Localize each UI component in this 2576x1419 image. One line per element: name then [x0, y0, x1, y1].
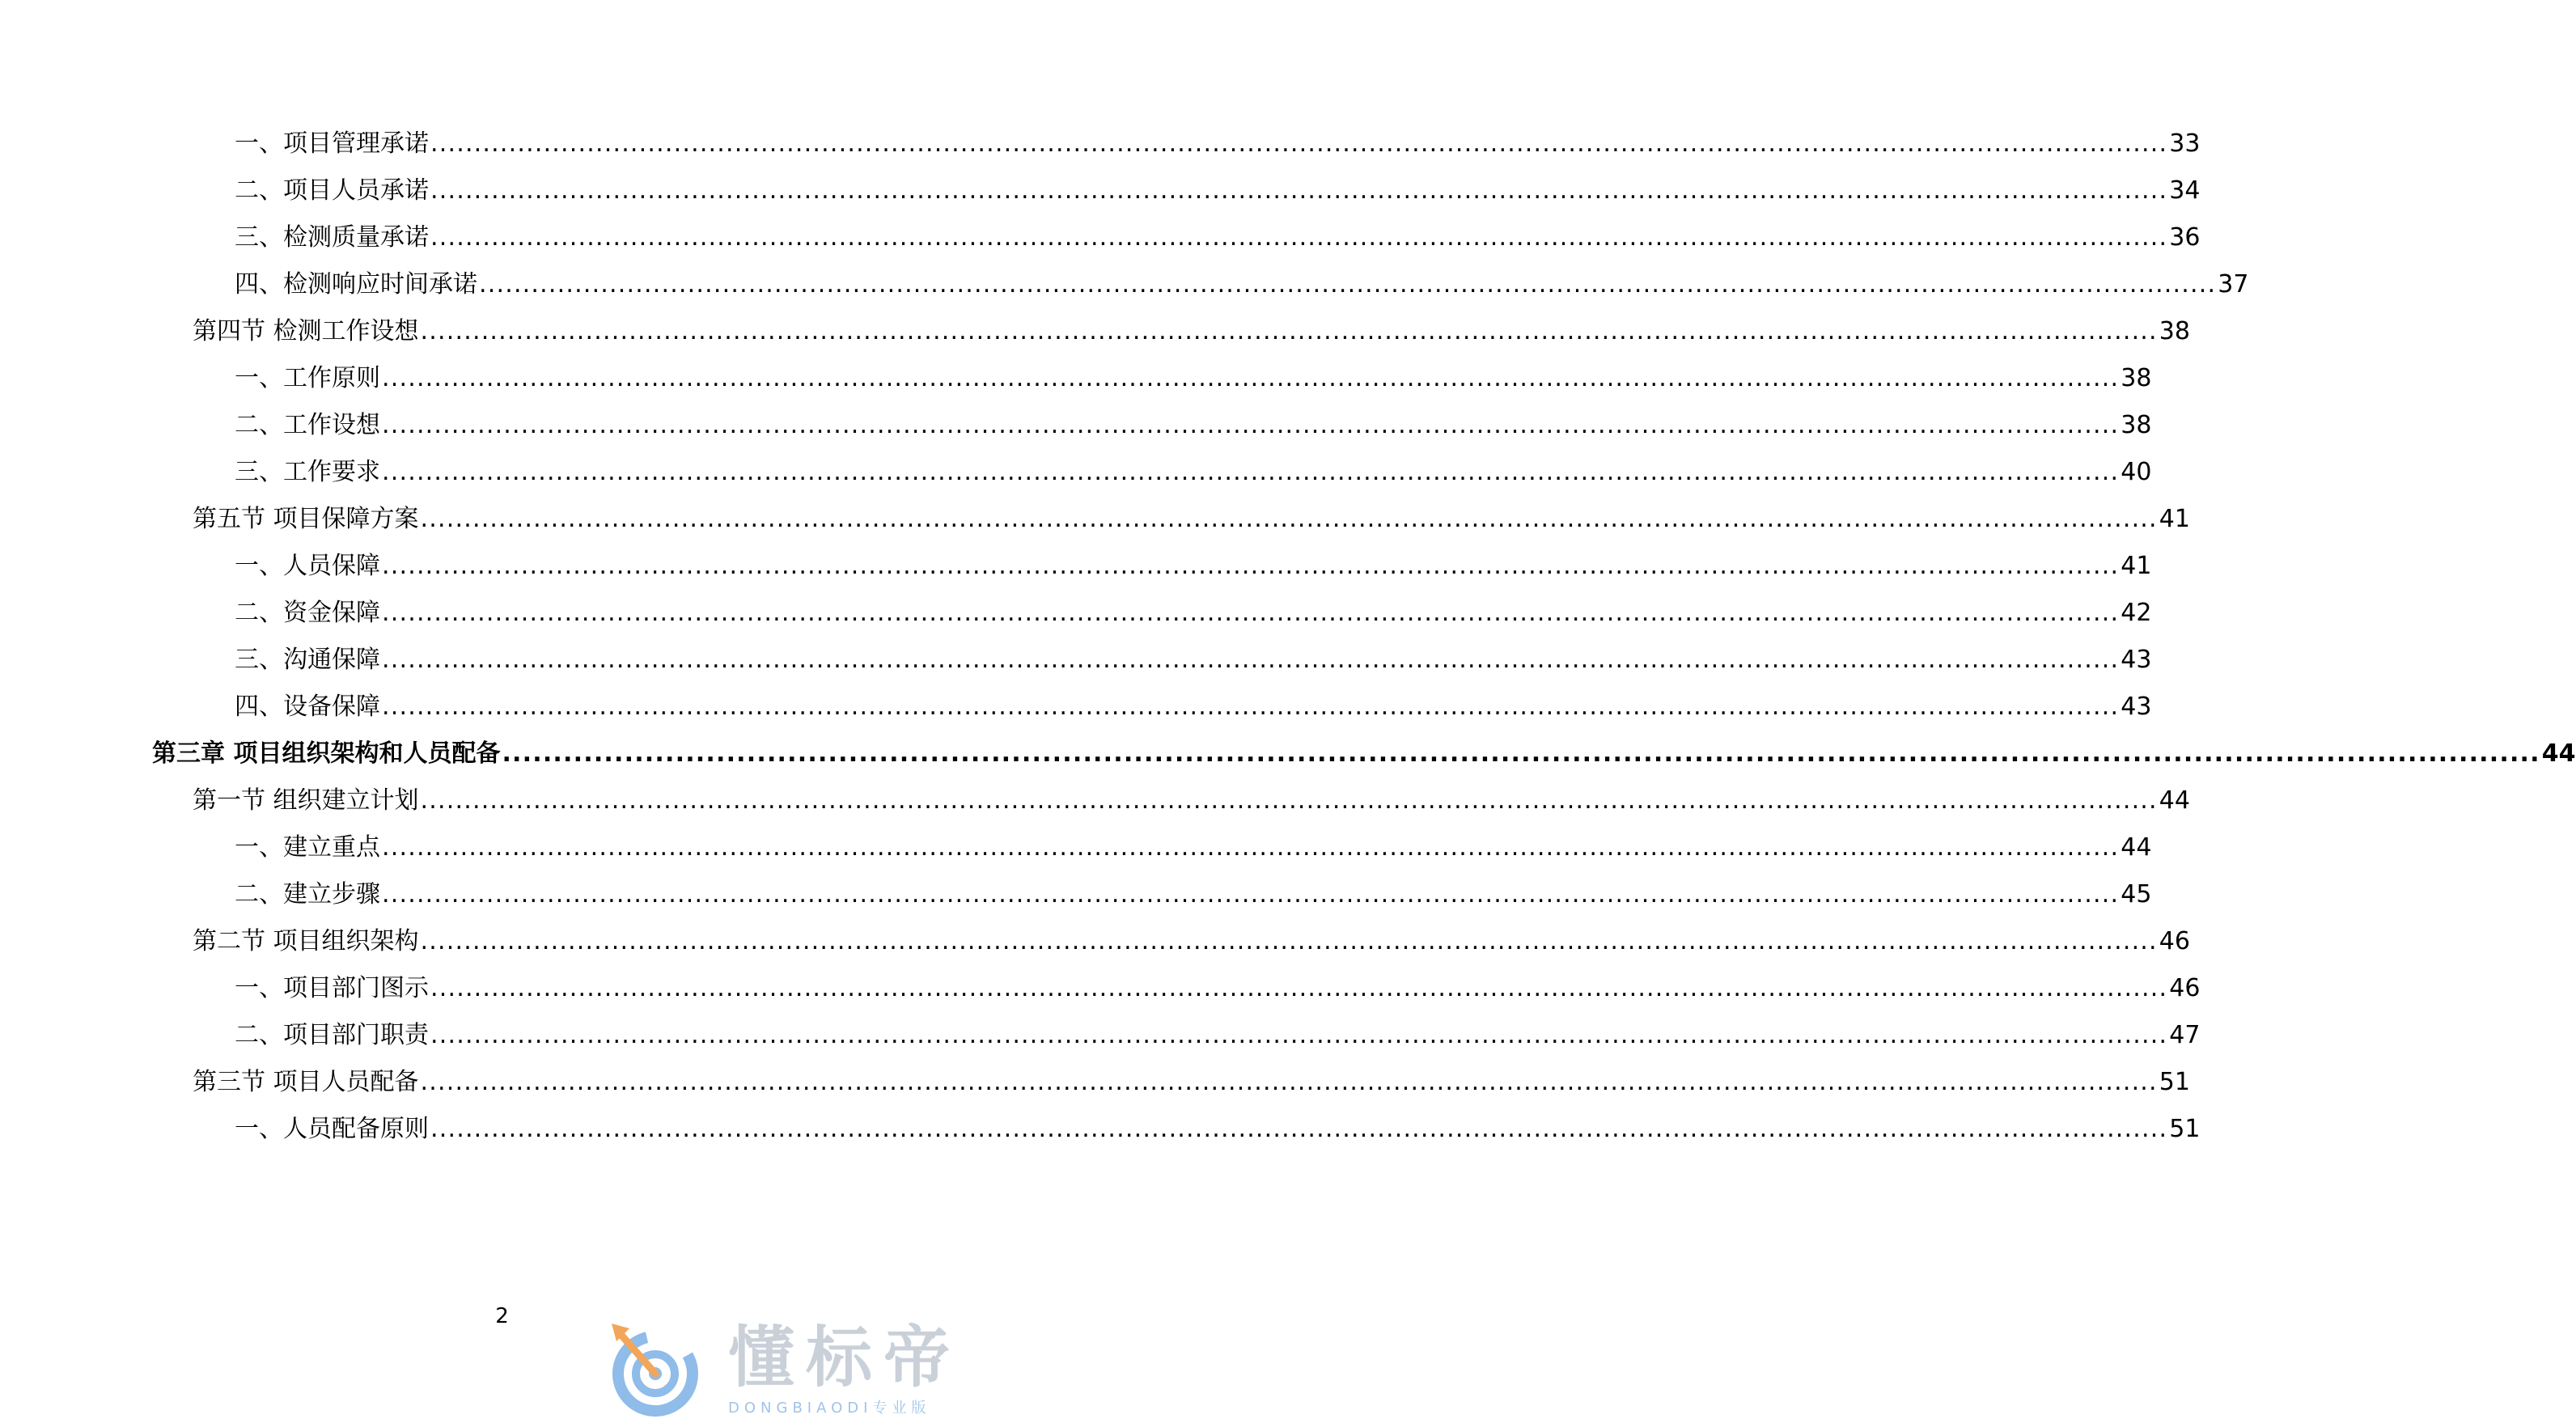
toc-entry-title: 第三章 项目组织架构和人员配备 [152, 739, 501, 768]
toc-entry-page: 51 [2169, 1115, 2201, 1143]
toc-entry-title: 第五节 项目保障方案 [193, 505, 419, 533]
toc-entry-page: 34 [2169, 176, 2201, 205]
toc-dot-leader: ........................................................................................................................................................................................................ [382, 833, 2120, 862]
toc-entry-title: 一、项目部门图示 [235, 974, 429, 1002]
toc-entry[interactable] [193, 785, 2190, 817]
toc-entry-page: 36 [2169, 223, 2201, 252]
toc-dot-leader: ........................................................................................................................................................................................................ [430, 1115, 2168, 1143]
toc-entry-page: 44 [2159, 786, 2190, 815]
toc-entry[interactable] [152, 738, 2576, 770]
toc-entry[interactable] [235, 362, 2152, 395]
toc-entry-title: 第三节 项目人员配备 [193, 1068, 419, 1096]
toc-entry[interactable] [235, 597, 2152, 629]
toc-entry[interactable] [235, 1113, 2201, 1146]
toc-entry[interactable] [235, 128, 2201, 160]
toc-entry-page: 33 [2169, 129, 2201, 158]
toc-entry-page: 43 [2121, 646, 2152, 674]
toc-entry[interactable] [193, 1066, 2190, 1099]
toc-dot-leader: ........................................................................................................................................................................................................ [382, 880, 2120, 909]
toc-entry-title: 二、资金保障 [235, 599, 380, 627]
toc-dot-leader: ........................................................................................................................................................................................................ [382, 411, 2120, 439]
toc-entry-title: 一、建立重点 [235, 833, 380, 862]
toc-entry-title: 三、工作要求 [235, 458, 380, 486]
toc-entry-page: 38 [2121, 411, 2152, 439]
toc-entry-title: 二、建立步骤 [235, 880, 380, 909]
toc-entry-page: 41 [2121, 552, 2152, 580]
toc-entry-page: 42 [2121, 599, 2152, 627]
watermark-brand-name: 懂标帝 [728, 1319, 962, 1396]
toc-entry-title: 一、项目管理承诺 [235, 129, 429, 158]
toc-entry[interactable] [235, 691, 2152, 723]
toc-entry[interactable] [193, 503, 2190, 536]
toc-entry-page: 46 [2159, 927, 2190, 955]
toc-entry-page: 40 [2121, 458, 2152, 486]
toc-entry[interactable] [235, 269, 2249, 301]
toc-entry-page: 38 [2159, 317, 2190, 345]
page-number: 2 [495, 1304, 509, 1328]
toc-dot-leader: ........................................................................................................................................................................................................ [430, 1021, 2168, 1049]
toc-entry-page: 44 [2121, 833, 2152, 862]
toc-dot-leader: ........................................................................................................................................................................................................ [502, 739, 2540, 768]
toc-entry[interactable] [235, 1019, 2201, 1052]
target-arrow-icon [605, 1320, 710, 1419]
toc-entry[interactable] [193, 926, 2190, 958]
toc-entry-page: 37 [2218, 270, 2249, 299]
toc-dot-leader: ........................................................................................................................................................................................................ [382, 364, 2120, 392]
toc-dot-leader: ........................................................................................................................................................................................................ [430, 223, 2168, 252]
toc-entry[interactable] [193, 316, 2190, 348]
toc-entry-page: 51 [2159, 1068, 2190, 1096]
toc-entry-title: 二、项目人员承诺 [235, 176, 429, 205]
toc-dot-leader: ........................................................................................................................................................................................................ [430, 129, 2168, 158]
toc-entry-title: 第四节 检测工作设想 [193, 317, 419, 345]
toc-entry[interactable] [235, 832, 2152, 864]
toc-dot-leader: ........................................................................................................................................................................................................ [382, 599, 2120, 627]
toc-entry[interactable] [235, 972, 2201, 1005]
toc-entry-title: 一、人员保障 [235, 552, 380, 580]
toc-dot-leader: ........................................................................................................................................................................................................ [479, 270, 2217, 299]
toc-entry[interactable] [235, 644, 2152, 676]
toc-dot-leader: ........................................................................................................................................................................................................ [382, 693, 2120, 721]
toc-entry-page: 45 [2121, 880, 2152, 909]
toc-dot-leader: ........................................................................................................................................................................................................ [382, 458, 2120, 486]
toc-entry-title: 三、沟通保障 [235, 646, 380, 674]
toc-dot-leader: ........................................................................................................................................................................................................ [420, 786, 2158, 815]
toc-entry[interactable] [235, 879, 2152, 911]
toc-entry-title: 第二节 项目组织架构 [193, 927, 419, 955]
toc-entry-page: 47 [2169, 1021, 2201, 1049]
toc-dot-leader: ........................................................................................................................................................................................................ [430, 974, 2168, 1002]
toc-entry-title: 四、设备保障 [235, 693, 380, 721]
toc-entry-title: 二、项目部门职责 [235, 1021, 429, 1049]
toc-entry[interactable] [235, 456, 2152, 489]
toc-dot-leader: ........................................................................................................................................................................................................ [420, 317, 2158, 345]
toc-entry-title: 一、工作原则 [235, 364, 380, 392]
toc-entry-title: 一、人员配备原则 [235, 1115, 429, 1143]
watermark [605, 1320, 985, 1419]
toc-dot-leader: ........................................................................................................................................................................................................ [420, 505, 2158, 533]
toc-entry-page: 43 [2121, 693, 2152, 721]
toc-dot-leader: ........................................................................................................................................................................................................ [420, 927, 2158, 955]
toc-entry[interactable] [235, 550, 2152, 582]
toc-entry-page: 46 [2169, 974, 2201, 1002]
toc-entry-page: 44 [2541, 739, 2576, 768]
toc-dot-leader: ........................................................................................................................................................................................................ [382, 552, 2120, 580]
watermark-brand-subtitle: DONGBIAODI专业版 [728, 1400, 931, 1417]
toc-entry-title: 三、检测质量承诺 [235, 223, 429, 252]
toc-entry-title: 二、工作设想 [235, 411, 380, 439]
toc-entry-page: 38 [2121, 364, 2152, 392]
toc-entry-title: 第一节 组织建立计划 [193, 786, 419, 815]
toc-entry[interactable] [235, 409, 2152, 442]
toc-dot-leader: ........................................................................................................................................................................................................ [382, 646, 2120, 674]
toc-entry[interactable] [235, 175, 2201, 207]
toc-entry[interactable] [235, 222, 2201, 254]
toc-entry-page: 41 [2159, 505, 2190, 533]
toc-dot-leader: ........................................................................................................................................................................................................ [420, 1068, 2158, 1096]
toc-dot-leader: ........................................................................................................................................................................................................ [430, 176, 2168, 205]
toc-entry-title: 四、检测响应时间承诺 [235, 270, 477, 299]
